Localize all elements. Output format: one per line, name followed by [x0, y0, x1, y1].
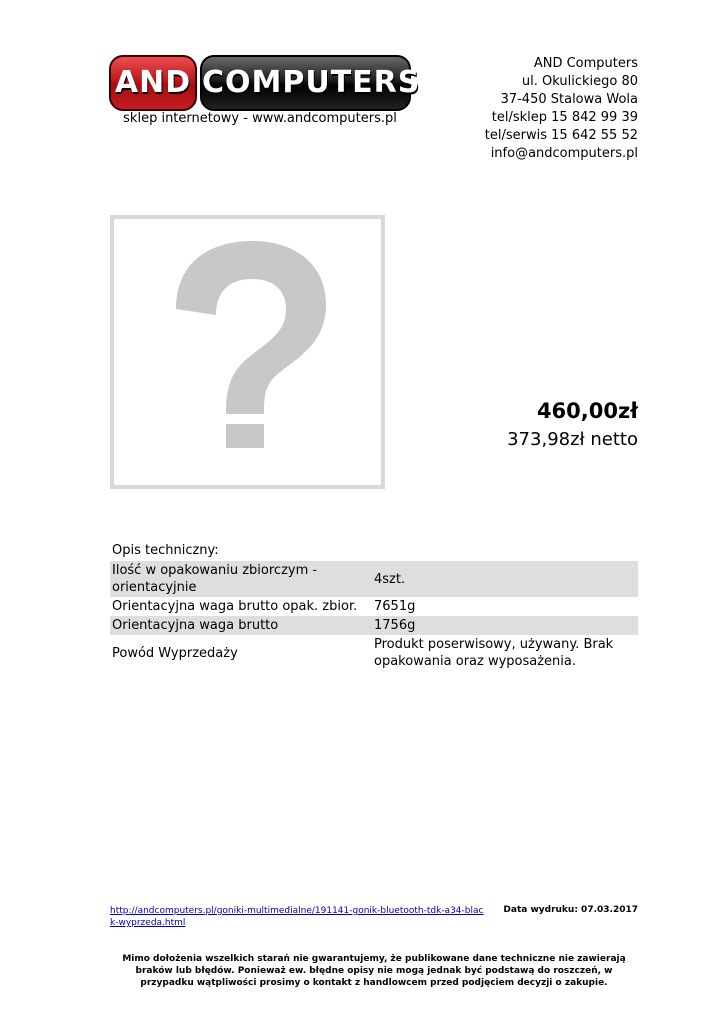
company-name: AND Computers [533, 56, 638, 71]
shop-tagline: sklep internetowy - www.andcomputers.pl [123, 111, 397, 126]
spec-value: 4szt. [372, 561, 638, 597]
spec-value: 7651g [374, 599, 416, 614]
spec-key: Powód Wyprzedaży [112, 645, 238, 661]
company-email: info@andcomputers.pl [490, 146, 638, 161]
print-date: Data wydruku: 07.03.2017 [503, 905, 638, 915]
company-phone-shop: tel/sklep 15 842 99 39 [491, 110, 638, 125]
spec-value: 1756g [372, 616, 638, 635]
spec-value: Produkt poserwisowy, używany. Brak opakowania oraz wyposażenia. [374, 637, 614, 669]
company-street: ul. Okulickiego 80 [521, 74, 638, 89]
company-logo [109, 55, 421, 111]
logo-computers-badge [200, 55, 421, 111]
logo-and-badge [109, 55, 197, 111]
table-row [110, 561, 638, 597]
spec-title: Opis techniczny: [112, 543, 219, 558]
product-image-placeholder [110, 215, 385, 489]
question-mark-icon [114, 219, 381, 485]
product-url-link[interactable]: http://andcomputers.pl/goniki-multimedialne/191141-gonik-bluetooth-tdk-a34-black-wyprzeda.html [110, 906, 484, 928]
table-row [110, 616, 638, 635]
spec-key: Orientacyjna waga brutto opak. zbior. [112, 599, 358, 614]
table-row [110, 635, 638, 671]
company-address [485, 55, 638, 163]
spec-key: Orientacyjna waga brutto [110, 616, 372, 635]
price-net: 373,98zł netto [507, 429, 638, 450]
company-phone-service: tel/serwis 15 642 55 52 [484, 128, 638, 143]
logo-and-text: AND [114, 65, 192, 100]
table-row [110, 597, 638, 616]
spec-table [110, 561, 638, 671]
spec-key: Ilość w opakowaniu zbiorczym - orientacyjnie [110, 561, 372, 597]
logo-computers-text: COMPUTERS [202, 65, 421, 100]
company-city: 37-450 Stalowa Wola [500, 92, 638, 107]
disclaimer: Mimo dołożenia wszelkich starań nie gwarantujemy, że publikowane dane techniczne nie zawierają braków lub błędów. Ponieważ ew. błędne opisy nie mogą jednak być podstawą do roszczeń, w przypadku wątpliwości prosimy o kontakt z handlowcem przed podjęciem decyzji o zakupie. [122, 954, 626, 988]
price-gross: 460,00zł [536, 399, 638, 423]
